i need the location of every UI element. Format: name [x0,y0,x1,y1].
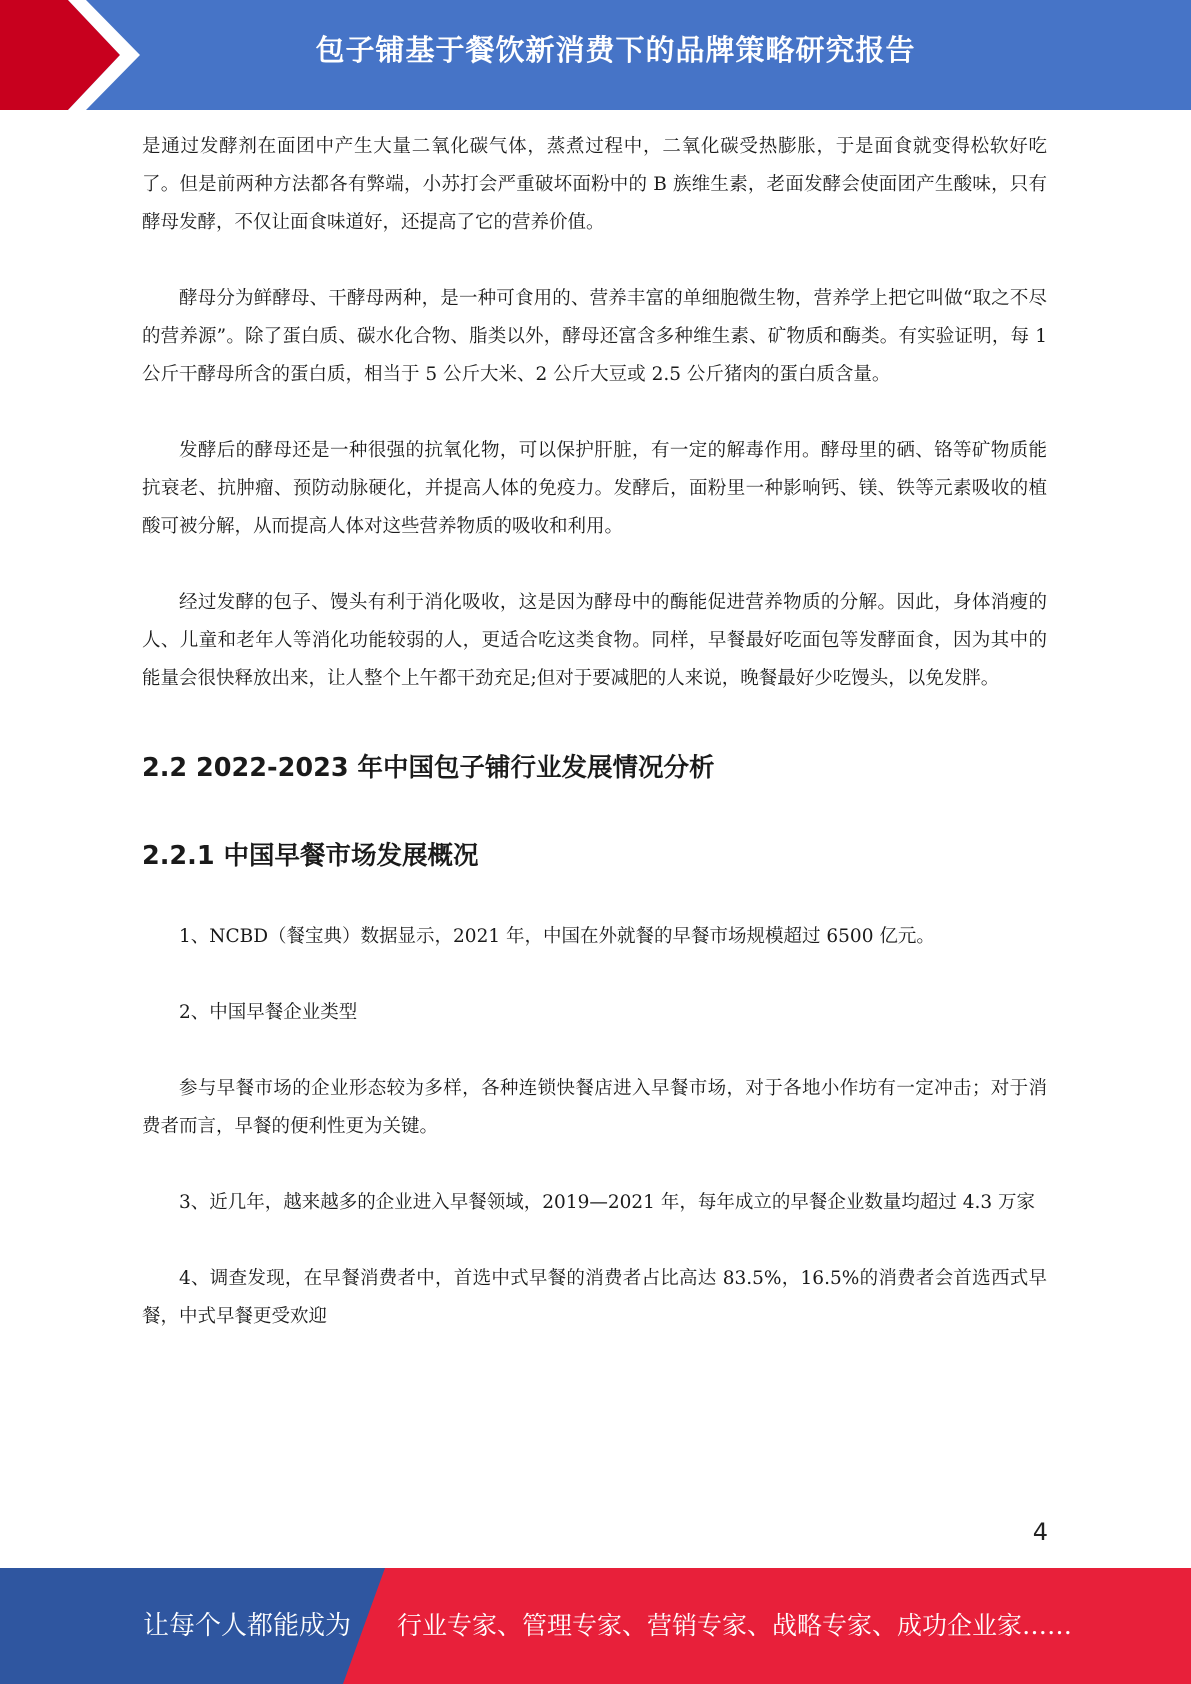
document-body [142,128,1047,1336]
report-title: 包子铺基于餐饮新消费下的品牌策略研究报告 [315,33,916,67]
list-item-3: 3、近几年，越来越多的企业进入早餐领域，2019—2021 年，每年成立的早餐企业数量均超过 4.3 万家 [179,1192,1035,1213]
list-item-2: 2、中国早餐企业类型 [179,1002,358,1023]
paragraph-1: 是通过发酵剂在面团中产生大量二氧化碳气体，蒸煮过程中，二氧化碳受热膨胀，于是面食就变得松软好吃了。但是前两种方法都各有弊端，小苏打会严重破坏面粉中的 B 族维生素，老面发酵会使面团产生酸味，只有酵母发酵，不仅让面食味道好，还提高了它的营养价值。 [142,136,1047,233]
page-header [0,0,1191,110]
list-item-1: 1、NCBD（餐宝典）数据显示，2021 年，中国在外就餐的早餐市场规模超过 6500 亿元。 [179,926,935,947]
footer-slogan-left: 让每个人都能成为 [143,1611,352,1641]
paragraph-3: 发酵后的酵母还是一种很强的抗氧化物，可以保护肝脏，有一定的解毒作用。酵母里的硒、铬等矿物质能抗衰老、抗肿瘤、预防动脉硬化，并提高人体的免疫力。发酵后，面粉里一种影响钙、镁、铁等元素吸收的植酸可被分解，从而提高人体对这些营养物质的吸收和利用。 [142,440,1047,537]
list-item-4: 4、调查发现，在早餐消费者中，首选中式早餐的消费者占比高达 83.5%，16.5%的消费者会首选西式早餐，中式早餐更受欢迎 [142,1268,1047,1327]
paragraph-4: 经过发酵的包子、馒头有利于消化吸收，这是因为酵母中的酶能促进营养物质的分解。因此，身体消瘦的人、儿童和老年人等消化功能较弱的人，更适合吃这类食物。同样，早餐最好吃面包等发酵面食，因为其中的能量会很快释放出来，让人整个上午都干劲充足;但对于要减肥的人来说，晚餐最好少吃馒头，以免发胖。 [142,592,1047,689]
section-heading-2-2: 2.2 2022-2023 年中国包子铺行业发展情况分析 [142,753,715,783]
page-number: 4 [1032,1518,1048,1546]
paragraph-2: 酵母分为鲜酵母、干酵母两种，是一种可食用的、营养丰富的单细胞微生物，营养学上把它叫做“取之不尽的营养源”。除了蛋白质、碳水化合物、脂类以外，酵母还富含多种维生素、矿物质和酶类。有实验证明，每 1 公斤干酵母所含的蛋白质，相当于 5 公斤大米、2 公斤大豆或 2.5 公斤猪肉的蛋白质含量。 [142,288,1047,385]
footer-slogan-right: 行业专家、管理专家、营销专家、战略专家、成功企业家…… [397,1611,1073,1640]
section-heading-2-2-1: 2.2.1 中国早餐市场发展概况 [142,841,479,871]
paragraph-5: 参与早餐市场的企业形态较为多样，各种连锁快餐店进入早餐市场，对于各地小作坊有一定冲击；对于消费者而言，早餐的便利性更为关键。 [142,1078,1047,1137]
page-footer [0,1568,1191,1684]
